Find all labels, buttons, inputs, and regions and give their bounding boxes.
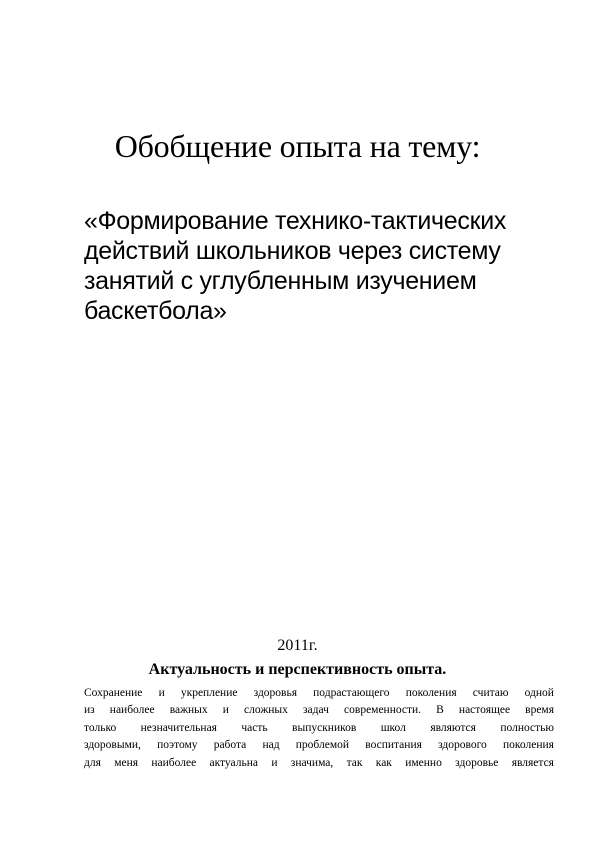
- body-line: Сохранение и укрепление здоровья подрастающего поколения считаю одной: [84, 687, 554, 699]
- subtitle-line: баскетбола»: [84, 297, 227, 325]
- body-paragraph: [84, 685, 554, 772]
- document-subtitle: [84, 206, 564, 326]
- document-year: 2011г.: [277, 637, 318, 654]
- body-line: здоровыми, поэтому работа над проблемой воспитания здорового поколения: [84, 739, 554, 752]
- body-line: только незначительная часть выпускников школ являются полностью: [84, 721, 554, 734]
- subtitle-line: «Формирование технико-тактических: [84, 207, 507, 235]
- body-line: из наиболее важных и сложных задач современности. В настоящее время: [84, 704, 554, 717]
- body-line: для меня наиболее актуальна и значима, так как именно здоровье является: [84, 756, 554, 769]
- document-title: Обобщение опыта на тему:: [114, 128, 481, 164]
- section-heading: Актуальность и перспективность опыта.: [148, 661, 447, 678]
- subtitle-line: действий школьников через систему: [84, 237, 501, 265]
- subtitle-line: занятий с углубленным изучением: [84, 267, 477, 295]
